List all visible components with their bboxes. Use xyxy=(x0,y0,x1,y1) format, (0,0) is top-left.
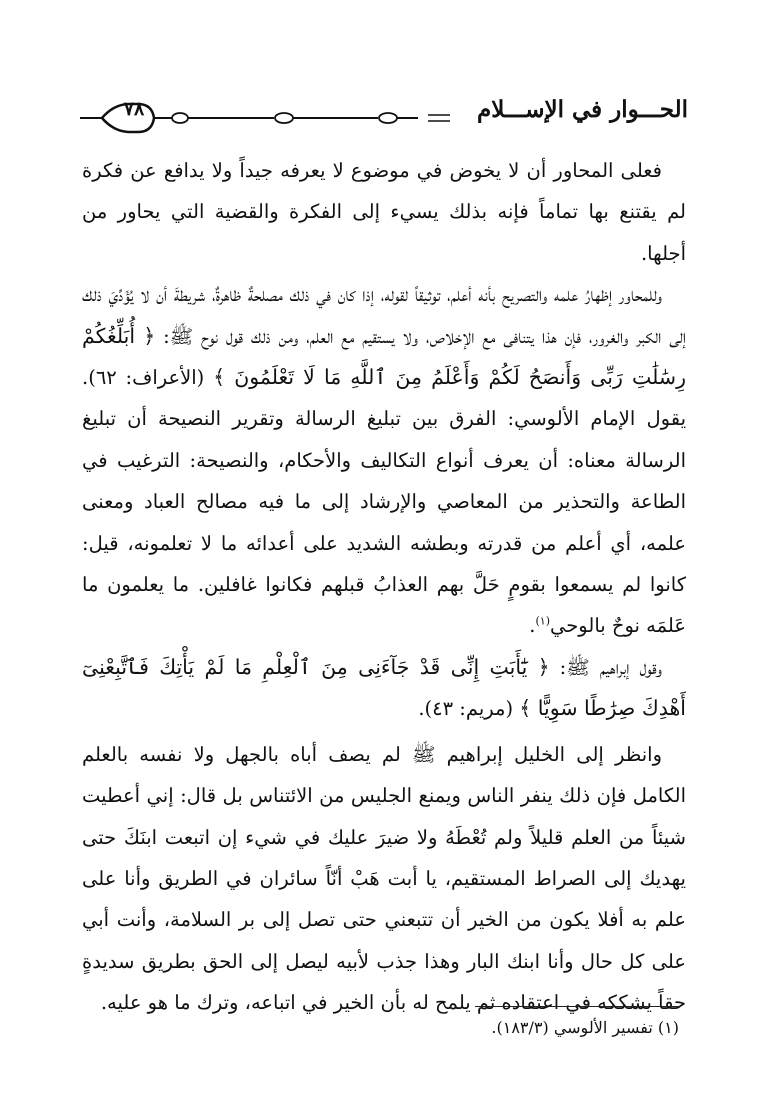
footnote-separator xyxy=(475,1006,680,1007)
page-body xyxy=(82,150,686,1024)
paragraph-3-text: وقول إبراهيم ﷺ: xyxy=(549,655,662,679)
paragraph-2 xyxy=(82,274,686,647)
paragraph-3-citation: (مريم: ٤٣). xyxy=(418,697,520,721)
paragraph-2-text: وللمحاور إظهارُ علمه والتصريح بأنه أعلم، توثيقاً لقوله، إذا كان في ذلك مصلحةٌ ظاهرةٌ، شريطةَ أن لا يُؤَدِّيَ ذلك إلى الكبر والغرور، فإن هذا يتنافى مع الإخلاص، ولا يستقيم مع العلم، ومن ذلك قول نوح ﷺ: xyxy=(82,283,686,348)
quran-verse-araf-62: ﴿ أُبَلِّغُكُمْ رِسَٰلَٰتِ رَبِّى وَأَنصَحُ لَكُمْ وَأَعْلَمُ مِنَ ٱللَّهِ مَا لَا تَعْلَمُونَ ﴾ xyxy=(82,323,686,390)
paragraph-1 xyxy=(82,150,686,274)
running-title: الحـــوار في الإســـلام xyxy=(477,96,688,123)
paragraph-2-continuation: (الأعراف: ٦٢). يقول الإمام الألوسي: الفرق بين تبليغ الرسالة وتقرير النصيحة أن تبليغ الرسالة معناه: أن يعرف أنواع التكاليف والأحكام، والنصيحة: الترغيب في الطاعة والتحذير من المعاصي والإرشاد إلى ما فيه مصالح العباد ومعنى علمه، أي أعلم من قدرته وبطشه الشديد على أعدائه ما لا تعلمونه، قيل: كانوا لم يسمعوا بقومٍ حَلَّ بهم العذابُ قبلهم فكانوا غافلين. ما يعلمون ما عَلمَه نوحٌ بالوحي xyxy=(82,366,686,638)
footnote-1: (١) تفسير الألوسي (١٨٣/٣). xyxy=(491,1018,679,1037)
page-number: ٧٨ xyxy=(123,98,145,120)
quran-verse-maryam-43: ﴿ يَٰٓأَبَتِ إِنِّى قَدْ جَآءَنِى مِنَ ٱلْعِلْمِ مَا لَمْ يَأْتِكَ فَٱتَّبِعْنِىٓ أَهْدِكَ صِرَٰطًا سَوِيًّا ﴾ xyxy=(82,654,686,721)
paragraph-1-text: فعلى المحاور أن لا يخوض في موضوع لا يعرفه جيداً ولا يدافع عن فكرة لم يقتنع بها تماماً فإنه بذلك يسيء إلى الفكرة والقضية التي يحاور من أجلها. xyxy=(82,159,686,265)
footnote-ref-1: (١) xyxy=(535,614,550,628)
paragraph-4-text: وانظر إلى الخليل إبراهيم ﷺ لم يصف أباه بالجهل ولا نفسه بالعلم الكامل فإن ذلك ينفر الناس ويمنع الجليس من الائتناس بل قال: إني أعطيت شيئاً من العلم قليلاً ولم تُعْطَهُ ولا ضيرَ عليك في شيء إن اتبعت ابنَكَ حتى يهديك إلى الصراط المستقيم، يا أبت هَبْ أنّاً سائران في الطريق وأنا على علم به أفلا يكون من الخير أن تتبعني حتى تصل إلى بر السلامة، وأنت أبي على كل حال وأنا ابنك البار وهذا جذب لأبيه ليصل إلى الحق بطريق سديدةٍ حقاً يشككه في اعتقاده ثم يلمح له بأن الخير في اتباعه، وترك ما هو عليه. xyxy=(82,742,686,1015)
paragraph-2-end: . xyxy=(529,614,536,638)
paragraph-3 xyxy=(82,647,686,730)
page-header xyxy=(78,92,688,138)
paragraph-4 xyxy=(82,734,686,1024)
